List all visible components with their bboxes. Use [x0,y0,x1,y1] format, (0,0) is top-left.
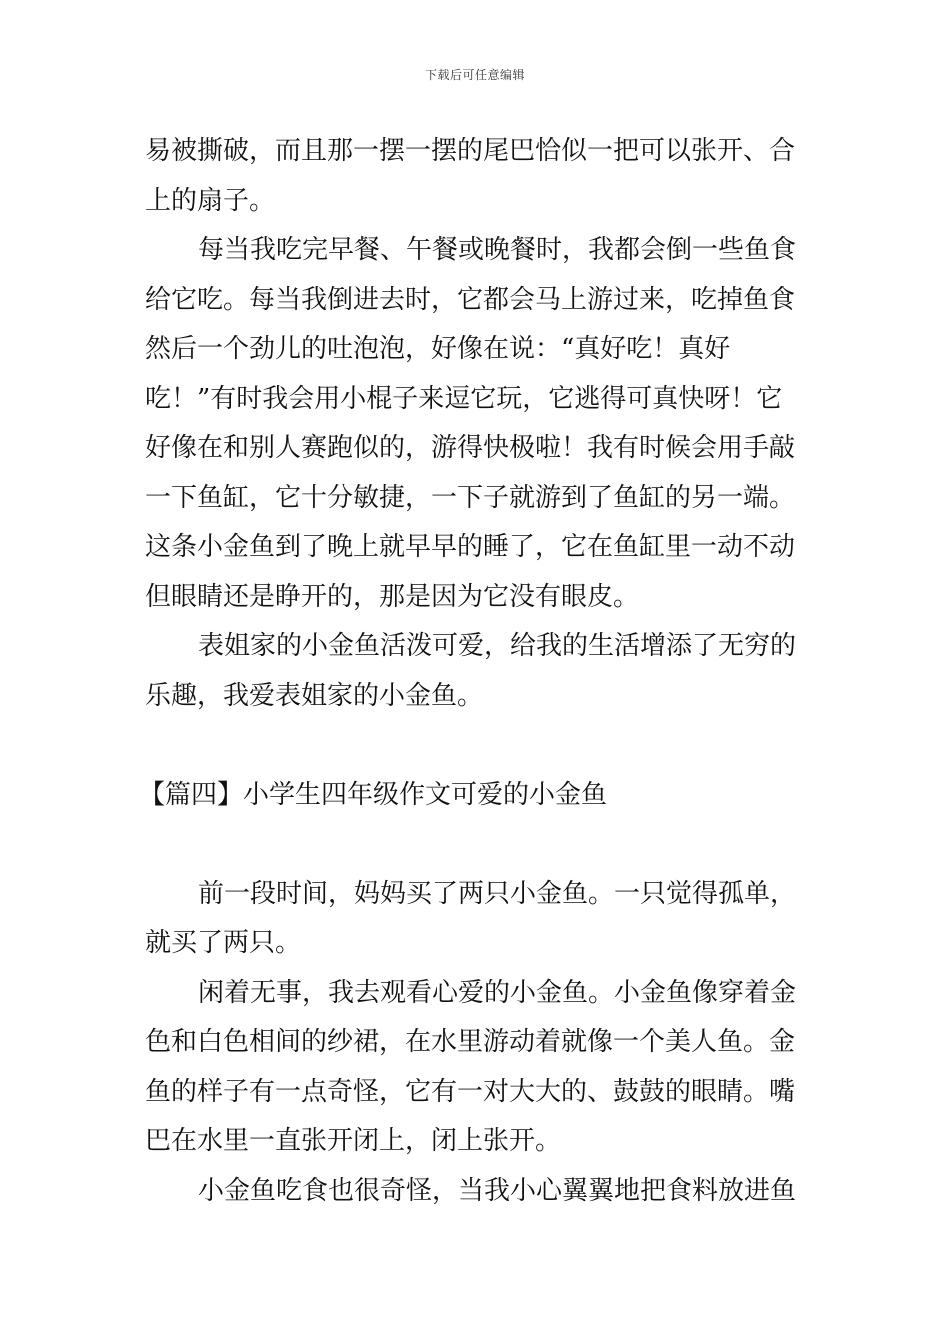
text-line: 这条小金鱼到了晚上就早早的睡了，它在鱼缸里一动不动 [145,532,796,562]
paragraph [145,622,810,721]
text-line: 易被撕破，而且那一摆一摆的尾巴恰似一把可以张开、合 [145,136,796,166]
text-line: 每当我吃完早餐、午餐或晚餐时，我都会倒一些鱼食 [198,235,797,265]
paragraph [145,127,810,226]
spacer [145,721,810,771]
text-line: 给它吃。每当我倒进去时，它都会马上游过来，吃掉鱼食 [145,284,796,315]
text-line: 乐趣，我爱表姐家的小金鱼。 [145,680,484,711]
text-line: 好像在和别人赛跑似的，游得快极啦！我有时候会用手敲 [145,433,796,463]
paragraph [145,226,810,622]
page-header: 下载后可任意编辑 [424,68,525,82]
text-line: 然后一个劲儿的吐泡泡，好像在说：“真好吃！真好 [145,334,731,364]
text-line: 一下鱼缸，它十分敏捷，一下子就游到了鱼缸的另一端。 [145,482,796,513]
text-line: 但眼睛还是睁开的，那是因为它没有眼皮。 [145,581,640,612]
text-line: 吃！”有时我会用小棍子来逗它玩，它逃得可真快呀！它 [145,383,783,414]
paragraph [145,969,810,1167]
text-line: 小金鱼吃食也很奇怪，当我小心翼翼地把食料放进鱼 [198,1175,797,1206]
section-heading: 【篇四】小学生四年级作文可爱的小金鱼 [139,779,608,810]
text-line: 闲着无事，我去观看心爱的小金鱼。小金鱼像穿着金 [198,977,797,1008]
body-text [139,127,810,1216]
text-line: 表姐家的小金鱼活泼可爱，给我的生活增添了无穷的 [198,631,797,661]
spacer [145,820,810,870]
paragraph [145,1167,810,1217]
text-line: 前一段时间，妈妈买了两只小金鱼。一只觉得孤单， [198,878,797,909]
text-line: 鱼的样子有一点奇怪，它有一对大大的、鼓鼓的眼睛。嘴 [145,1076,796,1107]
text-line: 就买了两只。 [145,928,302,958]
paragraph [145,870,810,969]
text-line: 上的扇子。 [145,185,276,216]
text-line: 色和白色相间的纱裙，在水里游动着就像一个美人鱼。金 [145,1027,796,1057]
text-line: 巴在水里一直张开闭上，闭上张开。 [145,1126,562,1156]
